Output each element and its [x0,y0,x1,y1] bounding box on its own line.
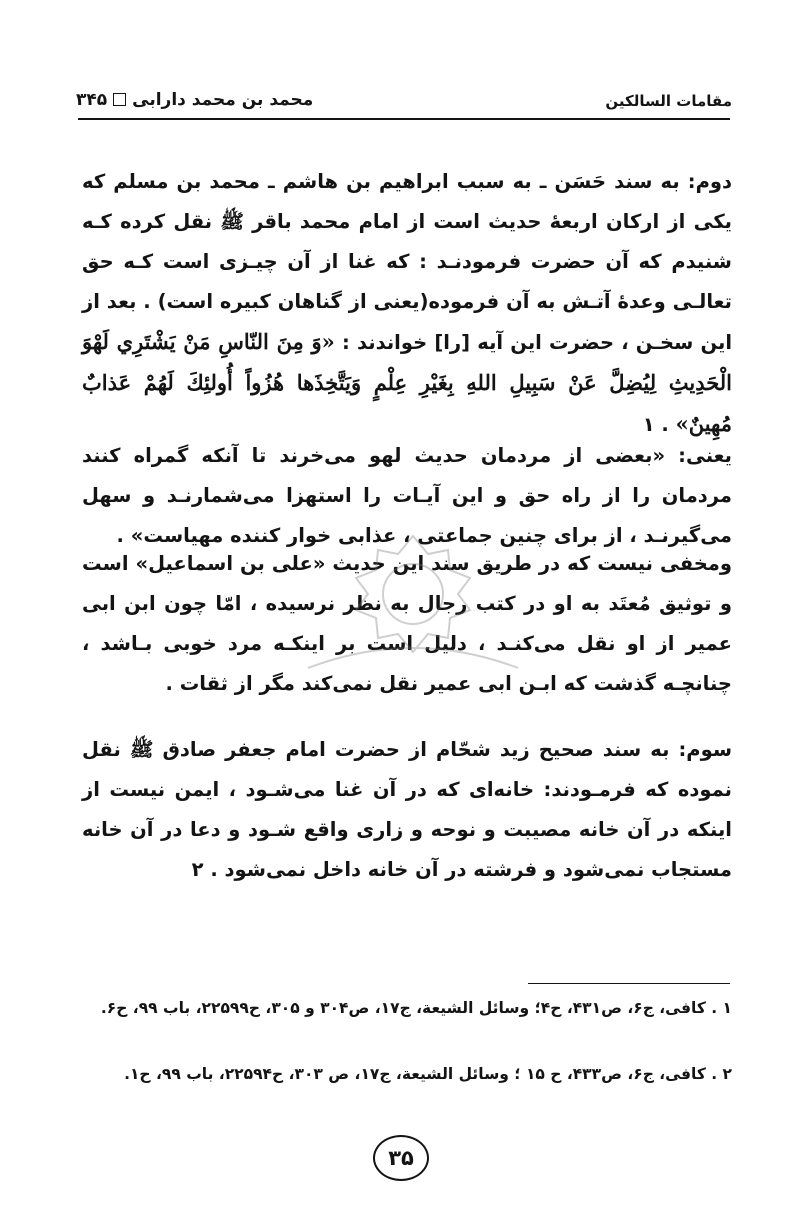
footnote-2: ۲ . کافی، ج۶، ص۴۳۳، ح ۱۵ ؛ وسائل الشیعة، ج۱۷، ص ۳۰۳، ح۲۲۵۹۴، باب ۹۹، ح۱. [124,1065,732,1083]
footnote-marker: . ۱ [642,413,676,436]
paragraph-translation: یعنی: «بعضی از مردمان حدیث لهو می‌خرند تا آنکه گمراه کنند مردمان را از راه حق و این آیـات را استهزا می‌شمارنـد و سهل می‌گیرنـد ، از برای چنین جماعتی ، عذابی خوار کننده مهیاست» . [82,444,732,547]
chapter-title: محمد بن محمد دارابی [132,90,314,110]
square-ornament-icon [113,93,126,106]
paragraph-third-hadith: سوم: به سند صحیح زید شحّام از حضرت امام جعفر صادق ﷺ نقل نموده که فرمـودند: خانه‌ای که در آن غنا می‌شـود ، ایمن نیست از اینکه در آن خانه مصیبت و نوحه و زاری واقع شـود و دعا در آن خانه مستجاب نمی‌شود و فرشته در آن خانه داخل نمی‌شود . ۲ [82,738,732,881]
footnote-rule [528,983,730,984]
quran-verse: «وَ مِنَ النّاسِ مَنْ یَشْتَرِي لَهْوَ الْحَدِیثِ لِیُضِلَّ عَنْ سَبِیلِ اللهِ بِغَیْرِ عِلْمٍ وَیَتَّخِذَها هُزُواً أُولئِكَ لَهُمْ عَذابٌ مُهِینٌ» [82,329,732,436]
page-number: ۳۵ [373,1135,429,1181]
paragraph-text: دوم: به سند حَسَن ـ به سبب ابراهیم بن هاشم ـ محمد بن مسلم که یکی از ارکان اربعهٔ حدیث است از امام محمد باقر ﷺ نقل کرده کـه شنیدم که آن حضرت فرمودنـد : که غنا از آن چیـزی است کـه حق تعالـی وعدهٔ آتـش به آن فرموده(یعنی از گناهان کبیره است) . بعد از این سخـن ، حضرت این آیه [را] خواندند : [82,170,733,354]
footnote-1: ۱ . کافی، ج۶، ص۴۳۱، ح۴؛ وسائل الشیعة، ج۱۷، ص۳۰۴ و ۳۰۵، ح۲۲۵۹۹، باب ۹۹، ح۶. [100,999,732,1017]
header-rule [78,118,730,120]
paragraph-commentary: ومخفی نیست که در طریق سند این حدیث «علی بن اسماعیل» است و توثیق مُعتَد به او در کتب رجال به نظر نرسیده ، امّا چون ابن ابی عمیر از او نقل می‌کنـد ، دلیل است بر اینکـه مرد خوبی بـاشد ، چنانچـه گذشت که ابـن ابی عمیر نقل نمی‌کند مگر از ثقات . [82,552,732,695]
paragraph-second-hadith [82,162,732,445]
library-seal-icon [288,528,538,688]
page-header [76,86,732,120]
running-head [76,90,313,110]
page-ref: ۳۴۵ [76,90,108,110]
book-title: مقامات السالکین [605,92,732,110]
